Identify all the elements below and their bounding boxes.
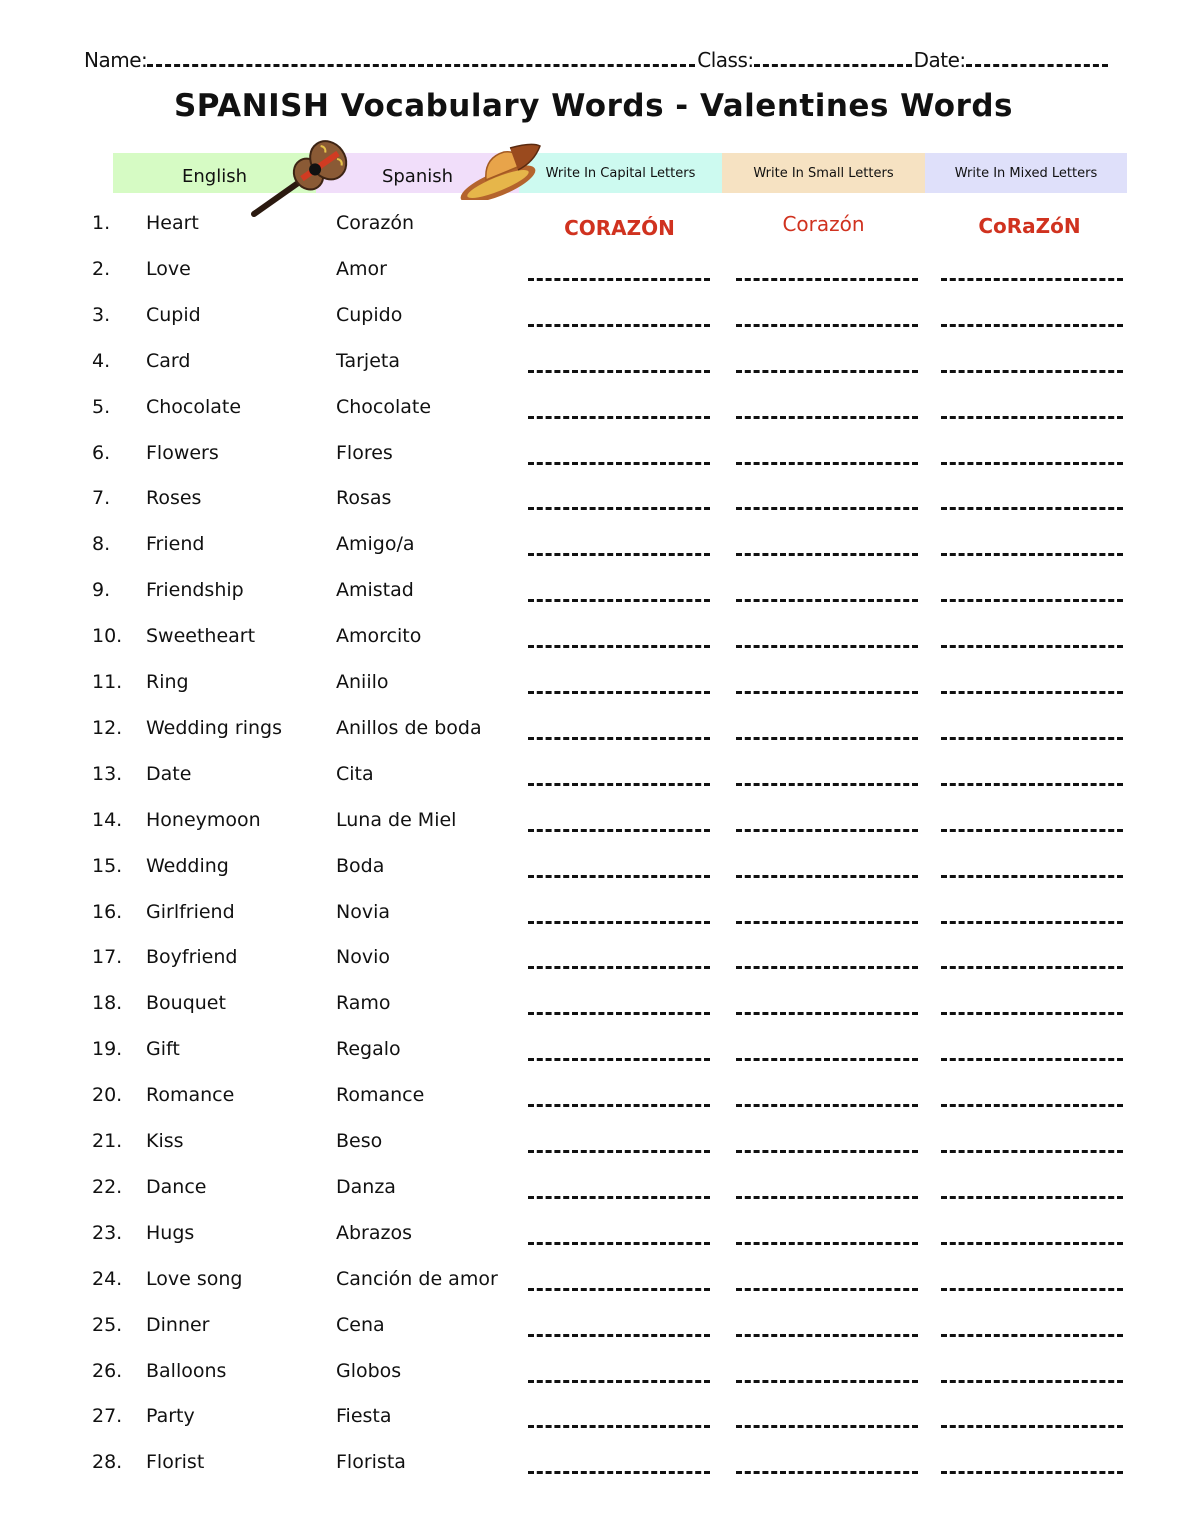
spanish-word: Boda [336,854,385,877]
english-word: Flowers [146,441,219,464]
class-label: Class: [697,48,754,72]
spanish-word: Danza [336,1175,396,1198]
english-word: Florist [146,1451,205,1474]
vocab-row [0,388,1187,428]
english-word: Love song [146,1267,243,1290]
row-number: 4. [92,349,111,372]
small-answer-blank[interactable] [736,875,918,878]
capital-answer-blank[interactable] [528,1058,710,1061]
row-number: 28. [92,1451,123,1474]
english-word: Romance [146,1084,235,1107]
capital-answer-blank[interactable] [528,507,710,510]
english-word: Dinner [146,1313,210,1336]
small-answer-blank[interactable] [736,1334,918,1337]
small-answer-blank[interactable] [736,553,918,556]
english-word: Chocolate [146,395,242,418]
mixed-answer-blank[interactable] [941,1104,1123,1107]
vocab-row [0,525,1187,565]
vocab-row [0,250,1187,290]
small-answer-blank[interactable] [736,966,918,969]
english-word: Wedding [146,854,229,877]
spanish-word: Amorcito [336,625,422,648]
capital-answer-blank[interactable] [528,1288,710,1291]
small-answer-blank[interactable] [736,416,918,419]
small-answer-blank[interactable] [736,1242,918,1245]
capital-answer-blank[interactable] [528,370,710,373]
spanish-word: Beso [336,1130,383,1152]
vocab-row [0,984,1187,1024]
capital-answer-blank[interactable] [528,462,710,465]
row-number: 6. [92,441,111,464]
mixed-answer-blank[interactable] [941,737,1123,740]
english-word: Hugs [146,1221,195,1244]
column-header-small: Write In Small Letters [722,153,925,193]
mixed-answer-blank[interactable] [941,1242,1123,1245]
capital-answer-blank[interactable] [528,783,710,786]
row-number: 20. [92,1084,123,1107]
mixed-answer-blank[interactable] [941,324,1123,327]
capital-answer-blank[interactable] [528,1104,710,1107]
small-answer-blank[interactable] [736,1471,918,1474]
row-number: 13. [92,762,123,785]
row-number: 15. [92,854,123,877]
student-info-line [84,48,1124,72]
english-word: Dance [146,1175,207,1198]
small-answer-blank[interactable] [736,1380,918,1383]
vocab-row [0,1260,1187,1300]
capital-answer-blank[interactable] [528,1242,710,1245]
row-number: 22. [92,1175,123,1198]
english-word: Balloons [146,1359,227,1382]
english-word: Roses [146,487,202,510]
english-word: Bouquet [146,992,226,1015]
small-answer-blank[interactable] [736,1150,918,1153]
spanish-word: Canción de amor [336,1267,498,1290]
row-number: 21. [92,1130,123,1152]
small-answer-blank[interactable] [736,462,918,465]
vocab-row [0,663,1187,703]
spanish-word: Anillos de boda [336,716,482,739]
spanish-word: Tarjeta [336,349,400,372]
capital-answer-blank[interactable] [528,1471,710,1474]
vocab-row [0,1306,1187,1346]
page-title: SPANISH Vocabulary Words - Valentines Words [173,88,1014,124]
mixed-answer-blank[interactable] [941,1058,1123,1061]
capital-answer-blank[interactable] [528,921,710,924]
capital-answer-blank[interactable] [528,1196,710,1199]
mixed-answer-blank[interactable] [941,1334,1123,1337]
vocab-row [0,709,1187,749]
sombrero-icon [458,140,542,200]
vocab-row [0,1076,1187,1116]
english-word: Friendship [146,579,244,602]
row-number: 11. [92,671,123,693]
spanish-word: Fiesta [336,1405,392,1428]
spanish-word: Romance [336,1084,425,1107]
vocab-row [0,204,1187,244]
spanish-word: Regalo [336,1038,401,1061]
vocab-row [0,479,1187,519]
mixed-answer-blank[interactable] [941,370,1123,373]
small-answer-blank[interactable] [736,691,918,694]
small-answer-blank[interactable] [736,1196,918,1199]
row-number: 19. [92,1038,123,1061]
capital-answer-blank[interactable] [528,737,710,740]
name-label: Name: [84,48,148,72]
mixed-answer-blank[interactable] [941,1288,1123,1291]
mixed-answer-blank[interactable] [941,1425,1123,1428]
mixed-answer-blank[interactable] [941,829,1123,832]
mixed-answer-blank[interactable] [941,645,1123,648]
mixed-answer-blank[interactable] [941,1150,1123,1153]
small-answer-blank[interactable] [736,324,918,327]
mixed-answer-blank[interactable] [941,875,1123,878]
row-number: 17. [92,946,123,969]
capital-answer-blank[interactable] [528,691,710,694]
mixed-answer-blank[interactable] [941,966,1123,969]
spanish-word: Novio [336,946,390,969]
capital-answer-blank[interactable] [528,599,710,602]
small-answer-blank[interactable] [736,278,918,281]
small-answer-blank[interactable] [736,783,918,786]
mixed-answer-blank[interactable] [941,1380,1123,1383]
small-answer-blank[interactable] [736,921,918,924]
spanish-word: Amigo/a [336,533,415,556]
mixed-answer-blank[interactable] [941,599,1123,602]
english-word: Card [146,349,191,372]
vocab-row [0,1168,1187,1208]
english-word: Sweetheart [146,625,256,648]
vocab-row [0,296,1187,336]
capital-answer-blank[interactable] [528,324,710,327]
vocab-row [0,755,1187,795]
spanish-word: Corazón [336,212,414,234]
spanish-word: Rosas [336,487,392,510]
row-number: 1. [92,212,111,234]
english-word: Love [146,257,191,280]
vocab-row [0,893,1187,933]
spanish-word: Chocolate [336,395,432,418]
spanish-word: Globos [336,1359,402,1382]
small-answer-blank[interactable] [736,1288,918,1291]
mixed-answer-blank[interactable] [941,1196,1123,1199]
spanish-word: Ramo [336,992,391,1015]
vocab-row [0,938,1187,978]
small-answer-blank[interactable] [736,599,918,602]
row-number: 7. [92,487,111,510]
small-answer-blank[interactable] [736,507,918,510]
mixed-answer-blank[interactable] [941,416,1123,419]
spanish-word: Cita [336,762,374,785]
english-word: Honeymoon [146,808,261,831]
example-capital: CORAZÓN [564,216,675,240]
capital-answer-blank[interactable] [528,875,710,878]
row-number: 14. [92,808,123,831]
vocab-row [0,801,1187,841]
capital-answer-blank[interactable] [528,1425,710,1428]
capital-answer-blank[interactable] [528,1334,710,1337]
capital-answer-blank[interactable] [528,1380,710,1383]
vocab-row [0,1352,1187,1392]
row-number: 10. [92,625,123,648]
vocab-row [0,342,1187,382]
vocab-row [0,1214,1187,1254]
capital-answer-blank[interactable] [528,416,710,419]
spanish-word: Cena [336,1313,385,1336]
capital-answer-blank[interactable] [528,966,710,969]
vocab-row [0,617,1187,657]
vocab-row [0,434,1187,474]
row-number: 5. [92,395,111,418]
date-label: Date: [913,48,966,72]
vocab-row [0,1443,1187,1483]
column-header-spanish: Spanish [316,153,519,193]
capital-answer-blank[interactable] [528,278,710,281]
row-number: 12. [92,716,123,739]
row-number: 16. [92,900,123,923]
vocab-row [0,1030,1187,1070]
english-word: Date [146,762,192,785]
capital-answer-blank[interactable] [528,1012,710,1015]
small-answer-blank[interactable] [736,370,918,373]
english-word: Ring [146,671,189,693]
capital-answer-blank[interactable] [528,645,710,648]
capital-answer-blank[interactable] [528,553,710,556]
capital-answer-blank[interactable] [528,1150,710,1153]
english-word: Gift [146,1038,180,1061]
mixed-answer-blank[interactable] [941,691,1123,694]
small-answer-blank[interactable] [736,1104,918,1107]
mixed-answer-blank[interactable] [941,1012,1123,1015]
english-word: Party [146,1405,195,1428]
class-field[interactable] [754,50,912,67]
small-answer-blank[interactable] [736,737,918,740]
mixed-answer-blank[interactable] [941,553,1123,556]
row-number: 2. [92,257,111,280]
small-answer-blank[interactable] [736,1058,918,1061]
example-small: Corazón [782,212,865,236]
row-number: 24. [92,1267,123,1290]
spanish-word: Aniilo [336,671,389,693]
row-number: 25. [92,1313,123,1336]
mixed-answer-blank[interactable] [941,507,1123,510]
row-number: 23. [92,1221,123,1244]
mixed-answer-blank[interactable] [941,1471,1123,1474]
small-answer-blank[interactable] [736,1012,918,1015]
row-number: 18. [92,992,123,1015]
example-mixed: CoRaZóN [978,214,1081,238]
spanish-word: Luna de Miel [336,808,457,831]
spanish-word: Amor [336,257,387,280]
mixed-answer-blank[interactable] [941,783,1123,786]
english-word: Girlfriend [146,900,235,923]
column-header-mixed: Write In Mixed Letters [925,153,1127,193]
capital-answer-blank[interactable] [528,829,710,832]
english-word: Boyfriend [146,946,238,969]
small-answer-blank[interactable] [736,645,918,648]
row-number: 8. [92,533,111,556]
vocab-row [0,1397,1187,1437]
date-field[interactable] [966,50,1108,67]
small-answer-blank[interactable] [736,829,918,832]
spanish-word: Cupido [336,303,403,326]
row-number: 27. [92,1405,123,1428]
vocab-row [0,1122,1187,1162]
row-number: 9. [92,579,111,602]
mixed-answer-blank[interactable] [941,462,1123,465]
vocab-row [0,847,1187,887]
spanish-word: Florista [336,1451,406,1474]
english-word: Heart [146,212,199,234]
english-word: Kiss [146,1130,184,1152]
spanish-word: Flores [336,441,393,464]
column-header-capital: Write In Capital Letters [519,153,722,193]
vocab-row [0,571,1187,611]
row-number: 26. [92,1359,123,1382]
mixed-answer-blank[interactable] [941,921,1123,924]
spanish-word: Novia [336,900,391,923]
english-word: Cupid [146,303,201,326]
row-number: 3. [92,303,111,326]
small-answer-blank[interactable] [736,1425,918,1428]
spanish-word: Amistad [336,579,414,602]
column-header-english: English [113,153,316,193]
english-word: Wedding rings [146,716,282,739]
name-field[interactable] [147,50,695,67]
spanish-word: Abrazos [336,1221,413,1244]
mixed-answer-blank[interactable] [941,278,1123,281]
english-word: Friend [146,533,205,556]
